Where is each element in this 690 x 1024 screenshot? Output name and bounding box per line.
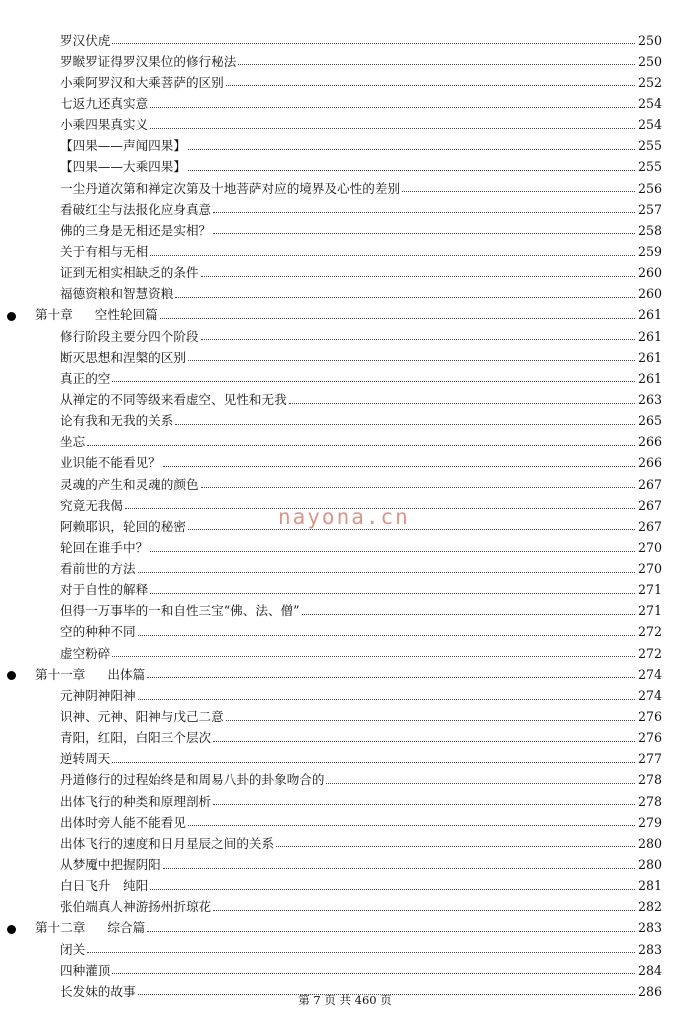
toc-title: 丹道修行的过程始终是和周易八卦的卦象吻合的 <box>60 772 325 788</box>
page-number: 274 <box>638 666 663 682</box>
toc-title: 断灭思想和涅槃的区别 <box>60 349 186 365</box>
page-number: 286 <box>638 983 663 999</box>
page-number: 270 <box>638 561 663 577</box>
dot-leader <box>188 529 635 530</box>
page-number: 250 <box>638 53 663 69</box>
toc-title: 罗睺罗证得罗汉果位的修行秘法 <box>60 53 237 69</box>
page-number: 284 <box>638 962 663 978</box>
toc-entry-row[interactable] <box>0 345 690 366</box>
page-number: 276 <box>638 709 663 725</box>
toc-entry-row[interactable] <box>0 726 690 747</box>
page-number: 261 <box>638 349 663 365</box>
dot-leader <box>326 783 635 784</box>
dot-leader <box>138 635 635 636</box>
toc-entry-row[interactable] <box>0 852 690 873</box>
bullet-icon <box>7 312 16 321</box>
toc-title: 四种灌顶 <box>60 962 111 978</box>
toc-entry-row[interactable] <box>0 366 690 387</box>
toc-title: 修行阶段主要分四个阶段 <box>60 328 199 344</box>
page-number: 277 <box>638 751 663 767</box>
page-number: 283 <box>638 920 663 936</box>
toc-entry-row[interactable] <box>0 557 690 578</box>
dot-leader <box>112 656 635 657</box>
toc-entry-row[interactable] <box>0 261 690 282</box>
toc-title: 福德资粮和智慧资粮 <box>60 286 174 302</box>
toc-entry-row[interactable] <box>0 176 690 197</box>
toc-title: 业识能不能看见？ <box>60 455 161 471</box>
dot-leader <box>112 973 635 974</box>
chapter-name: 综合篇 <box>107 920 146 936</box>
page-number: 280 <box>638 857 663 873</box>
toc-entry-row[interactable] <box>0 430 690 451</box>
toc-title <box>35 666 146 684</box>
page-number: 259 <box>638 243 663 259</box>
toc-title: 坐忘 <box>60 434 86 450</box>
toc-title <box>35 309 158 324</box>
toc-title: 青阳，红阳，白阳三个层次 <box>60 730 212 746</box>
toc-title: 从禅定的不同等级来看虚空、见性和无我 <box>60 391 287 407</box>
toc-chapter-row[interactable] <box>0 662 690 683</box>
page-number: 261 <box>638 307 663 323</box>
toc-title: 罗汉伏虎 <box>60 32 111 48</box>
toc-title: 佛的三身是无相还是实相？ <box>60 222 212 238</box>
toc-entry-row[interactable] <box>0 747 690 768</box>
toc-entry-row[interactable] <box>0 387 690 408</box>
page-number: 282 <box>638 899 663 915</box>
toc-entry-row[interactable] <box>0 641 690 662</box>
toc-entry-row[interactable] <box>0 535 690 556</box>
chapter-name: 空性轮回篇 <box>94 307 158 323</box>
toc-entry-row[interactable] <box>0 937 690 958</box>
page-number: 263 <box>638 391 663 407</box>
page-number: 250 <box>638 32 663 48</box>
page-number: 255 <box>638 138 663 154</box>
toc-title: 从梦魇中把握阴阳 <box>60 857 161 873</box>
page-number: 271 <box>638 582 663 598</box>
toc-entry-row[interactable] <box>0 49 690 70</box>
dot-leader <box>276 846 635 847</box>
page-number: 279 <box>638 814 663 830</box>
dot-leader <box>150 593 635 594</box>
toc-title: 关于有相与无相 <box>60 243 149 259</box>
dot-leader <box>160 318 635 319</box>
dot-leader <box>188 825 635 826</box>
dot-leader <box>188 149 635 150</box>
toc-title: 出体飞行的种类和原理剖析 <box>60 793 212 809</box>
toc-title: 逆转周天 <box>60 751 111 767</box>
toc-entry-row[interactable] <box>0 874 690 895</box>
toc-title: 论有我和无我的关系 <box>60 413 174 429</box>
toc-entry-row[interactable] <box>0 599 690 620</box>
page-number: 280 <box>638 835 663 851</box>
toc-title: 张伯端真人神游扬州折琼花 <box>60 899 212 915</box>
toc-title: 闭关 <box>60 941 86 957</box>
toc-entry-row[interactable] <box>0 134 690 155</box>
dot-leader <box>226 720 635 721</box>
page-number: 267 <box>638 518 663 534</box>
toc-entry-row[interactable] <box>0 620 690 641</box>
dot-leader <box>147 931 635 932</box>
dot-leader <box>175 297 635 298</box>
page-number: 276 <box>638 730 663 746</box>
page-number: 271 <box>638 603 663 619</box>
dot-leader <box>213 741 635 742</box>
dot-leader <box>402 191 635 192</box>
chapter-number: 第十章 <box>35 307 73 323</box>
bullet-icon <box>7 925 16 934</box>
dot-leader <box>213 233 635 234</box>
dot-leader <box>289 403 635 404</box>
toc-title <box>35 922 145 937</box>
page-number: 252 <box>638 74 663 90</box>
dot-leader <box>150 107 635 108</box>
toc-entry-row[interactable] <box>0 831 690 852</box>
toc-title: 证到无相实相缺乏的条件 <box>60 265 199 281</box>
page-number: 272 <box>638 624 663 640</box>
toc-title: 真正的空 <box>60 370 111 386</box>
page-number: 254 <box>638 117 663 133</box>
toc-entry-row[interactable] <box>0 789 690 810</box>
dot-leader <box>201 339 635 340</box>
page-number: 265 <box>638 413 663 429</box>
bullet-icon <box>7 671 16 680</box>
toc-entry-row[interactable] <box>0 239 690 260</box>
toc-title: 小乘阿罗汉和大乘菩萨的区别 <box>60 74 224 90</box>
toc-entry-row[interactable] <box>0 451 690 472</box>
toc-title: 七返九还真实意 <box>60 95 149 111</box>
toc-title: 看前世的方法 <box>60 561 136 577</box>
dot-leader <box>188 360 635 361</box>
toc-entry-row[interactable] <box>0 810 690 831</box>
toc-title: 虚空粉碎 <box>60 645 111 661</box>
toc-title: 看破红尘与法报化应身真意 <box>60 201 212 217</box>
toc-title: 对于自性的解释 <box>60 582 149 598</box>
toc-title: 一尘丹道次第和禅定次第及十地菩萨对应的境界及心性的差别 <box>60 180 401 196</box>
toc-entry-row[interactable] <box>0 91 690 112</box>
toc-entry-row[interactable] <box>0 683 690 704</box>
page-number: 272 <box>638 645 663 661</box>
page-number: 283 <box>638 941 663 957</box>
page-number: 278 <box>638 793 663 809</box>
toc-entry-row[interactable] <box>0 768 690 789</box>
toc-chapter-row[interactable] <box>0 303 690 324</box>
toc-title: 轮回在谁手中？ <box>60 539 149 555</box>
dot-leader <box>112 762 635 763</box>
toc-entry-row[interactable] <box>0 282 690 303</box>
toc-title: 识神、元神、阳神与戊己二意 <box>60 709 224 725</box>
toc-entry-row[interactable] <box>0 324 690 345</box>
dot-leader <box>302 614 635 615</box>
page-number: 256 <box>638 180 663 196</box>
toc-entry-row[interactable] <box>0 472 690 493</box>
toc-entry-row[interactable] <box>0 895 690 916</box>
toc-entry-row[interactable] <box>0 958 690 979</box>
toc-title: 究竟无我偈 <box>60 497 123 513</box>
toc-title: 出体时旁人能不能看见 <box>60 814 186 830</box>
dot-leader <box>150 551 635 552</box>
page-number: 261 <box>638 370 663 386</box>
dot-leader <box>213 910 635 911</box>
toc-title: 【四果——大乘四果】 <box>60 159 186 175</box>
dot-leader <box>147 677 635 678</box>
page-number: 267 <box>638 476 663 492</box>
page-number: 267 <box>638 497 663 513</box>
toc-title: 出体飞行的速度和日月星辰之间的关系 <box>60 835 275 851</box>
page-number: 274 <box>638 687 663 703</box>
page-number: 281 <box>638 878 663 894</box>
dot-leader <box>238 64 635 65</box>
page-number: 258 <box>638 222 663 238</box>
toc-title: 白日飞升 纯阳 <box>60 878 149 894</box>
dot-leader <box>138 572 635 573</box>
page-number: 266 <box>638 455 663 471</box>
page-number: 257 <box>638 201 663 217</box>
dot-leader <box>138 699 635 700</box>
dot-leader <box>163 868 635 869</box>
toc-title: 灵魂的产生和灵魂的颜色 <box>60 476 199 492</box>
dot-leader <box>163 466 635 467</box>
toc-entry-row[interactable] <box>0 578 690 599</box>
toc-chapter-row[interactable] <box>0 916 690 937</box>
toc-entry-row[interactable] <box>0 113 690 134</box>
toc-title: 长发妹的故事 <box>60 983 136 999</box>
toc-entry-row[interactable] <box>0 197 690 218</box>
toc-entry-row[interactable] <box>0 28 690 49</box>
chapter-number: 第十二章 <box>35 920 86 936</box>
toc-title: 小乘四果真实义 <box>60 117 149 133</box>
dot-leader <box>201 276 635 277</box>
dot-leader <box>213 804 635 805</box>
toc-entry-row[interactable] <box>0 70 690 91</box>
page-number: 255 <box>638 159 663 175</box>
page-number: 260 <box>638 286 663 302</box>
page-number: 261 <box>638 328 663 344</box>
dot-leader <box>87 952 635 953</box>
page-number: 266 <box>638 434 663 450</box>
dot-leader <box>87 445 635 446</box>
dot-leader <box>188 170 635 171</box>
page-number: 278 <box>638 772 663 788</box>
page-number: 270 <box>638 539 663 555</box>
dot-leader <box>150 255 635 256</box>
toc-title: 空的种种不同 <box>60 624 136 640</box>
toc-title: 但得一万事毕的一和自性三宝“佛、法、僧” <box>60 603 300 619</box>
page-number: 254 <box>638 95 663 111</box>
toc-entry-row[interactable] <box>0 705 690 726</box>
dot-leader <box>226 85 635 86</box>
chapter-number: 第十一章 <box>35 666 86 682</box>
toc-title: 元神阴神阳神 <box>60 687 136 703</box>
page-number: 260 <box>638 265 663 281</box>
toc-entry-row[interactable] <box>0 155 690 176</box>
watermark: nayona.cn <box>278 505 410 529</box>
toc-entry-row[interactable] <box>0 409 690 430</box>
toc-title: 阿赖耶识，轮回的秘密 <box>60 518 186 534</box>
toc-entry-row[interactable] <box>0 218 690 239</box>
dot-leader <box>150 128 635 129</box>
dot-leader <box>175 424 635 425</box>
dot-leader <box>150 889 635 890</box>
dot-leader <box>213 212 635 213</box>
dot-leader <box>112 43 635 44</box>
chapter-name: 出体篇 <box>107 666 146 682</box>
toc-title: 【四果——声闻四果】 <box>60 138 186 154</box>
dot-leader <box>201 487 635 488</box>
dot-leader <box>112 381 635 382</box>
page-footer: 第 7 页 共 460 页 <box>298 993 392 1007</box>
